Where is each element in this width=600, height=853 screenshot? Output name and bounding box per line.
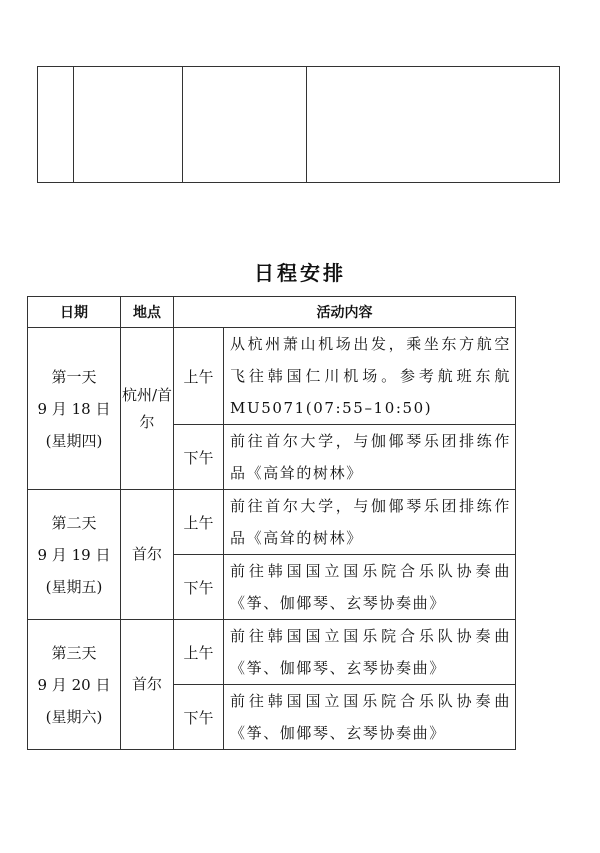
day-date: 9 月 18 日	[37, 399, 111, 418]
place-cell: 首尔	[121, 620, 174, 750]
table-divider	[306, 67, 307, 182]
activity-pm: 前往首尔大学，与伽倻琴乐团排练作品《高耸的树林》	[224, 425, 516, 490]
day-date: 9 月 19 日	[37, 545, 111, 564]
period-am: 上午	[174, 490, 224, 555]
day-weekday: (星期四)	[45, 431, 103, 450]
table-header-row	[28, 297, 516, 328]
day-weekday: (星期六)	[45, 707, 103, 726]
day-label: 第三天	[51, 643, 97, 662]
table-divider	[73, 67, 74, 182]
day-cell	[28, 490, 121, 620]
day-cell	[28, 620, 121, 750]
activity-am: 从杭州萧山机场出发，乘坐东方航空飞往韩国仁川机场。参考航班东航MU5071(07:55–10:50)	[224, 328, 516, 425]
header-place: 地点	[121, 297, 174, 328]
header-date: 日期	[28, 297, 121, 328]
period-pm: 下午	[174, 685, 224, 750]
period-pm: 下午	[174, 555, 224, 620]
table-divider	[182, 67, 183, 182]
day-date: 9 月 20 日	[37, 675, 111, 694]
table-row	[28, 490, 516, 555]
activity-pm: 前往韩国国立国乐院合乐队协奏曲《筝、伽倻琴、玄琴协奏曲》	[224, 685, 516, 750]
activity-pm: 前往韩国国立国乐院合乐队协奏曲《筝、伽倻琴、玄琴协奏曲》	[224, 555, 516, 620]
day-label: 第一天	[51, 367, 97, 386]
period-am: 上午	[174, 620, 224, 685]
place-cell: 首尔	[121, 490, 174, 620]
page-title: 日程安排	[254, 261, 346, 285]
day-label: 第二天	[51, 513, 97, 532]
schedule-table	[27, 296, 516, 750]
activity-am: 前往韩国国立国乐院合乐队协奏曲《筝、伽倻琴、玄琴协奏曲》	[224, 620, 516, 685]
period-pm: 下午	[174, 425, 224, 490]
period-am: 上午	[174, 328, 224, 425]
day-weekday: (星期五)	[45, 577, 103, 596]
table-row	[28, 328, 516, 425]
table-row	[28, 620, 516, 685]
day-cell	[28, 328, 121, 490]
header-content: 活动内容	[174, 297, 516, 328]
previous-table-fragment	[37, 66, 560, 183]
activity-am: 前往首尔大学，与伽倻琴乐团排练作品《高耸的树林》	[224, 490, 516, 555]
place-cell: 杭州/首尔	[121, 328, 174, 490]
